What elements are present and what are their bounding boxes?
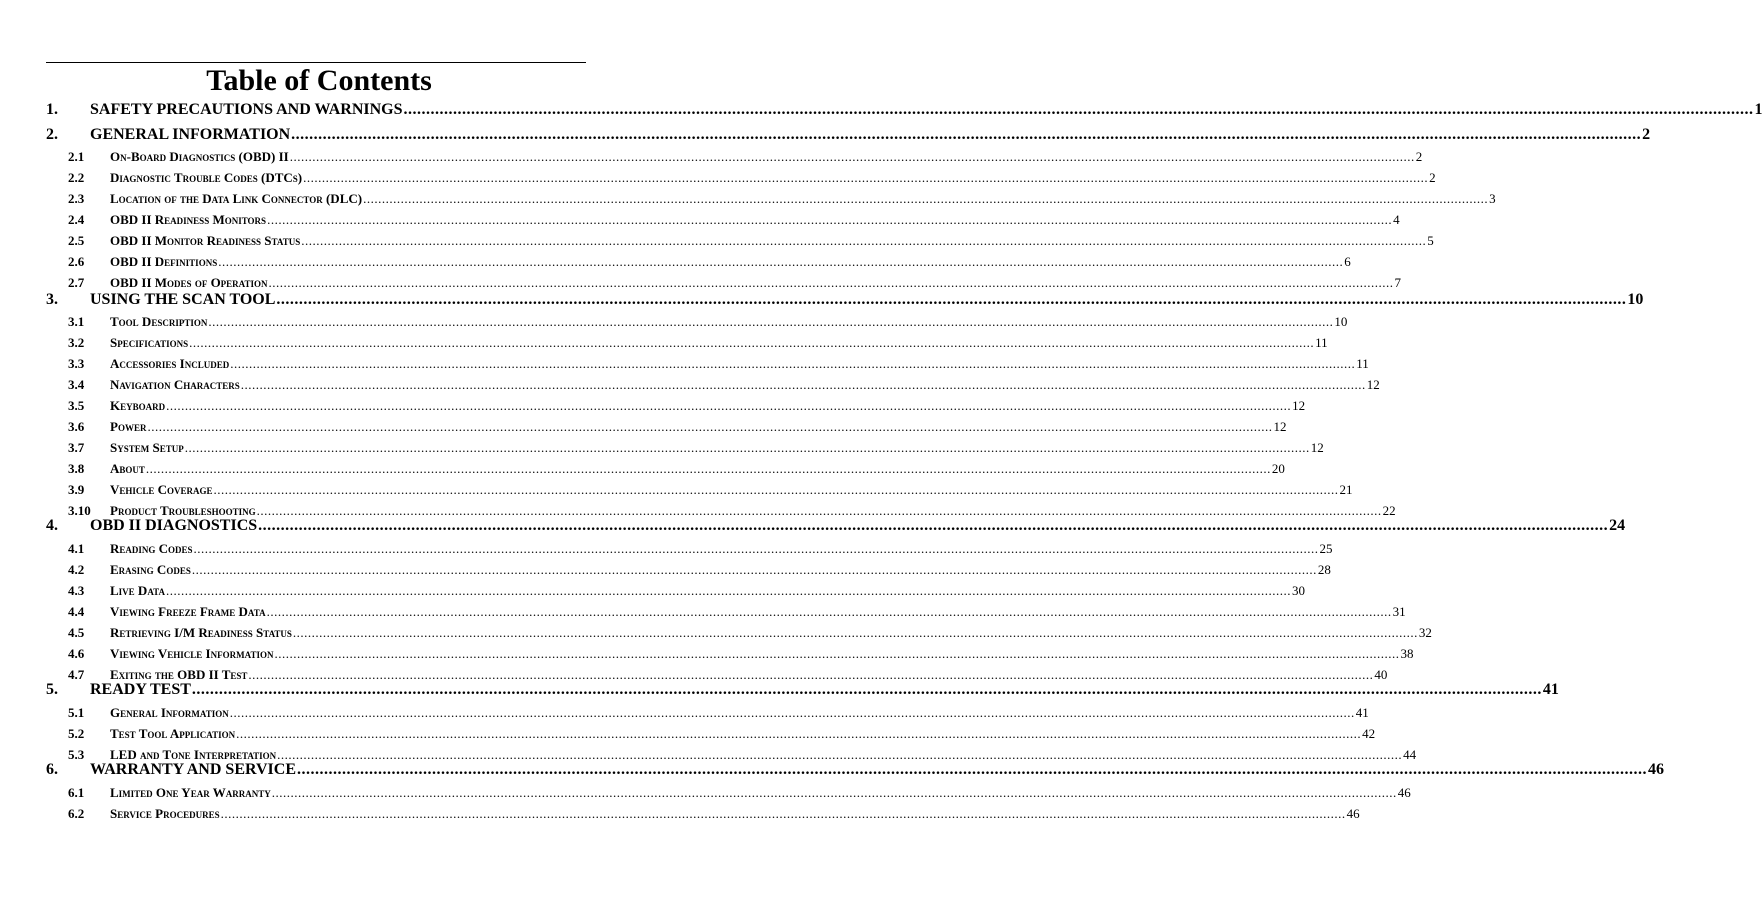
toc-entry-number: 1. — [46, 101, 58, 118]
page-title: Table of Contents — [206, 64, 432, 97]
toc-page-number: 41 — [1542, 681, 1559, 698]
toc-subsection[interactable] — [68, 624, 1432, 642]
toc-entry-number: 3.5 — [68, 398, 85, 413]
toc-dot-leader: ............................................................................................................................................................................................................................................................................................................ — [274, 646, 1400, 661]
toc-dot-leader: ............................................................................................................................................................................................................................................................................................................ — [208, 314, 1334, 329]
toc-entry-title: General Information — [110, 705, 229, 720]
toc-page-number: 11 — [1356, 356, 1369, 371]
toc-entry-title: Diagnostic Trouble Codes (DTCs) — [110, 170, 303, 185]
toc-entry-title: OBD II Definitions — [110, 254, 218, 269]
toc-subsection[interactable] — [68, 725, 1376, 743]
toc-entry-number: 2.3 — [68, 191, 85, 206]
toc-subsection[interactable] — [68, 334, 1328, 352]
toc-entry-title: Limited One Year Warranty — [110, 785, 271, 800]
toc-dot-leader: ............................................................................................................................................................................................................................................................................................................ — [213, 482, 1339, 497]
toc-entry-title: Power — [110, 419, 147, 434]
toc-subsection[interactable] — [68, 253, 1351, 271]
toc-section[interactable] — [46, 680, 1559, 700]
toc-entry-title: Product Troubleshooting — [110, 503, 256, 518]
toc-page-number: 46 — [1647, 761, 1664, 778]
toc-dot-leader: ............................................................................................................................................................................................................................................................................................................ — [191, 681, 1542, 698]
toc-page-number: 7 — [1394, 275, 1402, 290]
toc-dot-leader: ............................................................................................................................................................................................................................................................................................................ — [248, 667, 1374, 682]
toc-subsection[interactable] — [68, 460, 1285, 478]
toc-section[interactable] — [46, 516, 1626, 536]
toc-dot-leader: ............................................................................................................................................................................................................................................................................................................ — [145, 461, 1271, 476]
toc-page-number: 20 — [1271, 461, 1285, 476]
toc-subsection[interactable] — [68, 645, 1414, 663]
toc-dot-leader: ............................................................................................................................................................................................................................................................................................................ — [218, 254, 1344, 269]
toc-entry-title: OBD II Readiness Monitors — [110, 212, 267, 227]
toc-entry-number: 3.9 — [68, 482, 85, 497]
toc-section[interactable] — [46, 290, 1644, 310]
toc-page-number: 4 — [1393, 212, 1400, 227]
toc-page-number: 2 — [1642, 126, 1651, 143]
toc-entry-title: Test Tool Application — [110, 726, 236, 741]
toc-dot-leader: ............................................................................................................................................................................................................................................................................................................ — [258, 517, 1609, 534]
toc-dot-leader: ............................................................................................................................................................................................................................................................................................................ — [147, 419, 1273, 434]
toc-subsection[interactable] — [68, 190, 1496, 208]
toc-page-number: 22 — [1382, 503, 1396, 518]
toc-entry-title: OBD II Monitor Readiness Status — [110, 233, 301, 248]
toc-page-number: 24 — [1609, 517, 1626, 534]
toc-entry-title: USING THE SCAN TOOL — [90, 291, 276, 308]
toc-page-number: 12 — [1292, 398, 1306, 413]
toc-page-number: 2 — [1429, 170, 1436, 185]
toc-dot-leader: ............................................................................................................................................................................................................................................................................................................ — [276, 291, 1627, 308]
toc-entry-title: On-Board Diagnostics (OBD) II — [110, 149, 289, 164]
toc-section[interactable] — [46, 100, 1763, 120]
toc-subsection[interactable] — [68, 211, 1400, 229]
toc-dot-leader: ............................................................................................................................................................................................................................................................................................................ — [301, 233, 1427, 248]
toc-page-number: 12 — [1310, 440, 1324, 455]
toc-entry-number: 3.7 — [68, 440, 85, 455]
toc-entry-number: 5.3 — [68, 747, 85, 762]
toc-dot-leader: ............................................................................................................................................................................................................................................................................................................ — [289, 149, 1415, 164]
toc-dot-leader: ............................................................................................................................................................................................................................................................................................................ — [291, 126, 1642, 143]
toc-page-number: 44 — [1403, 747, 1417, 762]
toc-page-number: 12 — [1273, 419, 1287, 434]
toc-entry-title: Navigation Characters — [110, 377, 240, 392]
toc-dot-leader: ............................................................................................................................................................................................................................................................................................................ — [189, 335, 1315, 350]
toc-entry-number: 3.2 — [68, 335, 85, 350]
toc-entry-title: Erasing Codes — [110, 562, 191, 577]
toc-subsection[interactable] — [68, 582, 1305, 600]
toc-page-number: 32 — [1418, 625, 1432, 640]
toc-entry-title: Accessories Included — [110, 356, 230, 371]
toc-page-number: 2 — [1415, 149, 1423, 164]
toc-subsection[interactable] — [68, 784, 1411, 802]
toc-subsection[interactable] — [68, 355, 1369, 373]
toc-subsection[interactable] — [68, 397, 1306, 415]
toc-page-number: 46 — [1397, 785, 1411, 800]
toc-page-number: 40 — [1374, 667, 1388, 682]
toc-entry-number: 6. — [46, 761, 58, 778]
toc-entry-number: 2.6 — [68, 254, 85, 269]
toc-entry-number: 2.5 — [68, 233, 85, 248]
toc-dot-leader: ............................................................................................................................................................................................................................................................................................................ — [256, 503, 1382, 518]
toc-entry-title: Viewing Freeze Frame Data — [110, 604, 266, 619]
toc-entry-title: Specifications — [110, 335, 189, 350]
toc-dot-leader: ............................................................................................................................................................................................................................................................................................................ — [403, 101, 1754, 118]
toc-entry-number: 6.2 — [68, 806, 85, 821]
toc-page-number: 5 — [1427, 233, 1434, 248]
toc-page-number: 42 — [1362, 726, 1376, 741]
toc-entry-number: 3.6 — [68, 419, 85, 434]
toc-entry-number: 2.1 — [68, 149, 85, 164]
toc-entry-title: Reading Codes — [110, 541, 193, 556]
toc-entry-number: 3.3 — [68, 356, 85, 371]
toc-dot-leader: ............................................................................................................................................................................................................................................................................................................ — [363, 191, 1489, 206]
toc-entry-number: 4. — [46, 517, 58, 534]
toc-page-number: 38 — [1400, 646, 1414, 661]
toc-dot-leader: ............................................................................................................................................................................................................................................................................................................ — [236, 726, 1362, 741]
toc-entry-title: OBD II DIAGNOSTICS — [90, 517, 258, 534]
toc-entry-number: 3. — [46, 291, 58, 308]
toc-entry-title: READY TEST — [90, 681, 191, 698]
toc-entry-number: 3.10 — [68, 503, 91, 518]
toc-subsection[interactable] — [68, 603, 1406, 621]
toc-dot-leader: ............................................................................................................................................................................................................................................................................................................ — [271, 785, 1397, 800]
toc-subsection[interactable] — [68, 169, 1436, 187]
toc-page-number: 31 — [1392, 604, 1406, 619]
toc-entry-number: 4.3 — [68, 583, 85, 598]
toc-dot-leader: ............................................................................................................................................................................................................................................................................................................ — [267, 212, 1393, 227]
toc-entry-title: About — [110, 461, 145, 476]
toc-subsection[interactable] — [68, 376, 1380, 394]
toc-entry-number: 3.1 — [68, 314, 85, 329]
toc-subsection[interactable] — [68, 561, 1331, 579]
toc-section[interactable] — [46, 125, 1651, 145]
toc-page-number: 3 — [1489, 191, 1496, 206]
toc-page-number: 41 — [1355, 705, 1369, 720]
toc-dot-leader: ............................................................................................................................................................................................................................................................................................................ — [292, 625, 1418, 640]
toc-entry-number: 5. — [46, 681, 58, 698]
toc-page-number: 10 — [1627, 291, 1644, 308]
toc-dot-leader: ............................................................................................................................................................................................................................................................................................................ — [191, 562, 1317, 577]
toc-entry-title: Viewing Vehicle Information — [110, 646, 274, 661]
toc-page-number: 46 — [1346, 806, 1360, 821]
toc-entry-number: 3.8 — [68, 461, 85, 476]
toc-dot-leader: ............................................................................................................................................................................................................................................................................................................ — [296, 761, 1647, 778]
toc-page-number: 25 — [1319, 541, 1333, 556]
toc-page-number: 1 — [1754, 101, 1763, 118]
toc-dot-leader: ............................................................................................................................................................................................................................................................................................................ — [166, 398, 1292, 413]
toc-subsection[interactable] — [68, 704, 1369, 722]
toc-entry-title: Service Procedures — [110, 806, 220, 821]
toc-dot-leader: ............................................................................................................................................................................................................................................................................................................ — [266, 604, 1392, 619]
toc-page-number: 28 — [1317, 562, 1331, 577]
toc-subsection[interactable] — [68, 805, 1360, 823]
toc-page-number: 30 — [1291, 583, 1305, 598]
toc-dot-leader: ............................................................................................................................................................................................................................................................................................................ — [303, 170, 1429, 185]
toc-dot-leader: ............................................................................................................................................................................................................................................................................................................ — [229, 705, 1355, 720]
toc-entry-number: 2.4 — [68, 212, 85, 227]
toc-subsection[interactable] — [68, 232, 1434, 250]
toc-entry-title: LED and Tone Interpretation — [110, 747, 277, 762]
toc-entry-title: System Setup — [110, 440, 184, 455]
toc-entry-number: 2.2 — [68, 170, 85, 185]
toc-entry-title: Exiting the OBD II Test — [110, 667, 248, 682]
toc-entry-number: 6.1 — [68, 785, 85, 800]
toc-dot-leader: ............................................................................................................................................................................................................................................................................................................ — [165, 583, 1291, 598]
toc-subsection[interactable] — [68, 439, 1324, 457]
toc-subsection[interactable] — [68, 540, 1333, 558]
toc-entry-number: 4.4 — [68, 604, 85, 619]
toc-entry-title: Tool Description — [110, 314, 208, 329]
toc-entry-title: SAFETY PRECAUTIONS AND WARNINGS — [90, 101, 403, 118]
toc-entry-number: 3.4 — [68, 377, 85, 392]
toc-entry-number: 4.7 — [68, 667, 85, 682]
toc-dot-leader: ............................................................................................................................................................................................................................................................................................................ — [193, 541, 1319, 556]
toc-entry-number: 4.2 — [68, 562, 85, 577]
toc-page-number: 21 — [1339, 482, 1353, 497]
toc-subsection[interactable] — [68, 148, 1423, 166]
toc-entry-title: Keyboard — [110, 398, 166, 413]
toc-dot-leader: ............................................................................................................................................................................................................................................................................................................ — [220, 806, 1346, 821]
toc-dot-leader: ............................................................................................................................................................................................................................................................................................................ — [230, 356, 1356, 371]
toc-entry-title: WARRANTY AND SERVICE — [90, 761, 296, 778]
toc-dot-leader: ............................................................................................................................................................................................................................................................................................................ — [240, 377, 1366, 392]
toc-entry-title: Live Data — [110, 583, 165, 598]
toc-page-number: 11 — [1315, 335, 1328, 350]
toc-entry-number: 2.7 — [68, 275, 85, 290]
toc-page-number: 6 — [1344, 254, 1351, 269]
toc-dot-leader: ............................................................................................................................................................................................................................................................................................................ — [277, 747, 1403, 762]
toc-entry-title: Location of the Data Link Connector (DLC) — [110, 191, 363, 206]
toc-page-number: 10 — [1334, 314, 1348, 329]
toc-subsection[interactable] — [68, 481, 1353, 499]
toc-subsection[interactable] — [68, 313, 1348, 331]
toc-entry-title: GENERAL INFORMATION — [90, 126, 291, 143]
toc-page-number: 12 — [1366, 377, 1380, 392]
toc-section[interactable] — [46, 760, 1664, 780]
toc-entry-title: OBD II Modes of Operation — [110, 275, 268, 290]
toc-subsection[interactable] — [68, 418, 1287, 436]
toc-entry-number: 5.2 — [68, 726, 85, 741]
toc-entry-number: 4.6 — [68, 646, 85, 661]
toc-entry-number: 4.5 — [68, 625, 85, 640]
toc-entry-title: Retrieving I/M Readiness Status — [110, 625, 292, 640]
toc-entry-title: Vehicle Coverage — [110, 482, 213, 497]
toc-dot-leader: ............................................................................................................................................................................................................................................................................................................ — [268, 275, 1394, 290]
toc-entry-number: 5.1 — [68, 705, 85, 720]
toc-entry-number: 2. — [46, 126, 58, 143]
toc-dot-leader: ............................................................................................................................................................................................................................................................................................................ — [184, 440, 1310, 455]
toc-entry-number: 4.1 — [68, 541, 85, 556]
